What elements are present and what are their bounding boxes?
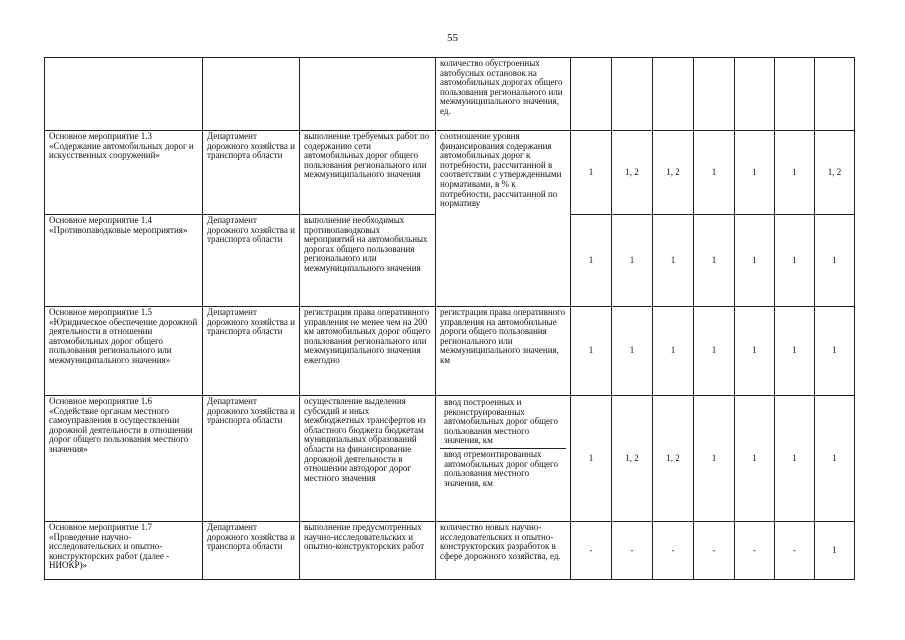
value-cell: - <box>571 522 612 580</box>
value-cell: 1 <box>815 307 855 396</box>
value-cell: 1 <box>815 396 855 522</box>
value-cell: 1 <box>775 307 815 396</box>
value-cell: 1 <box>735 307 775 396</box>
value-cell: 1 <box>571 307 612 396</box>
indicator-repaired-roads: ввод отремонтированных автомобильных дорог общего пользования местного значения, км <box>444 448 558 488</box>
event-cell: Основное мероприятие 1.6 «Содействие органам местного самоуправления в осуществлении дорожной деятельности в отношении дорог общего пользования местного значения» <box>45 396 203 522</box>
value-cell: - <box>612 522 653 580</box>
value-cell: 1 <box>815 215 855 307</box>
event-cell: Основное мероприятие 1.5 «Юридическое обеспечение дорожной деятельности в отношении автомобильных дорог общего пользования регионального или межмуниципального значения» <box>45 307 203 396</box>
value-cell: - <box>694 522 735 580</box>
indicator-built-roads: ввод построенных и реконструированных автомобильных дорог общего пользования местного значения, км <box>440 397 566 449</box>
activity-cell: осуществление выделения субсидий и иных межбюджетных трансфертов из областного бюджета бюджетам муниципальных образований области на финансирование дорожной деятельности в отношении автодорог дорог местного значения <box>300 396 436 522</box>
value-cell: 1 <box>612 215 653 307</box>
indicator-cell: соотношение уровня финансирования содержания автомобильных дорог к потребности, рассчитанной в соответствии с утвержденными нормативами, в % к потребности, рассчитанной по нормативу <box>436 131 571 307</box>
value-cell: - <box>653 522 694 580</box>
indicator-cell: количество новых научно-исследовательских и опытно-конструкторских разработок в сфере дорожного хозяйства, ед. <box>436 522 571 580</box>
value-cell: 1 <box>694 131 735 215</box>
value-cell <box>815 58 855 131</box>
value-cell: 1 <box>571 396 612 522</box>
value-cell <box>775 58 815 131</box>
table-row <box>45 58 855 131</box>
value-cell <box>653 58 694 131</box>
table-row <box>45 307 855 396</box>
value-cell: 1 <box>735 396 775 522</box>
value-cell: 1 <box>694 396 735 522</box>
event-cell: Основное мероприятие 1.7 «Проведение научно-исследовательских и опытно-конструкторских работ (далее - НИОКР)» <box>45 522 203 580</box>
activity-cell: выполнение требуемых работ по содержанию сети автомобильных дорог общего пользования регионального или межмуниципального значения <box>300 131 436 215</box>
indicator-cell: количество обустроенных автобусных остановок на автомобильных дорогах общего пользования регионального или межмуниципального значения, ед. <box>436 58 571 131</box>
page-number: 55 <box>447 32 458 44</box>
value-cell: 1 <box>571 131 612 215</box>
event-cell: Основное мероприятие 1.4 «Противопаводковые мероприятия» <box>45 215 203 307</box>
value-cell <box>612 58 653 131</box>
value-cell <box>694 58 735 131</box>
executor-cell: Департамент дорожного хозяйства и транспорта области <box>203 131 300 215</box>
table-row <box>45 396 855 522</box>
value-cell: - <box>775 522 815 580</box>
value-cell <box>735 58 775 131</box>
value-cell: 1 <box>694 215 735 307</box>
activity-cell: выполнение необходимых противопаводковых мероприятий на автомобильных дорогах общего пользования регионального или межмуниципального значения <box>300 215 436 307</box>
executor-cell: Департамент дорожного хозяйства и транспорта области <box>203 307 300 396</box>
value-cell: 1 <box>815 522 855 580</box>
executor-cell: Департамент дорожного хозяйства и транспорта области <box>203 396 300 522</box>
table-row <box>45 131 855 215</box>
executor-cell: Департамент дорожного хозяйства и транспорта области <box>203 522 300 580</box>
value-cell: 1 <box>653 307 694 396</box>
activity-cell <box>300 58 436 131</box>
event-cell <box>45 58 203 131</box>
value-cell: 1 <box>775 131 815 215</box>
activity-cell: выполнение предусмотренных научно-исследовательских и опытно-конструкторских работ <box>300 522 436 580</box>
value-cell: 1, 2 <box>612 131 653 215</box>
value-cell: 1, 2 <box>653 131 694 215</box>
value-cell: 1 <box>571 215 612 307</box>
executor-cell: Департамент дорожного хозяйства и транспорта области <box>203 215 300 307</box>
value-cell <box>571 58 612 131</box>
value-cell: 1 <box>735 215 775 307</box>
value-cell: 1 <box>612 307 653 396</box>
value-cell: 1 <box>735 131 775 215</box>
indicator-cell: регистрация права оперативного управления на автомобильные дороги общего пользования регионального или межмуниципального значения, км <box>436 307 571 396</box>
value-cell: 1, 2 <box>653 396 694 522</box>
executor-cell <box>203 58 300 131</box>
value-cell: 1 <box>653 215 694 307</box>
value-cell: 1 <box>694 307 735 396</box>
activity-cell: регистрация права оперативного управления не менее чем на 200 км автомобильных дорог общего пользования регионального или межмуниципального значения ежегодно <box>300 307 436 396</box>
value-cell: 1, 2 <box>815 131 855 215</box>
value-cell: 1 <box>775 215 815 307</box>
value-cell: - <box>735 522 775 580</box>
indicator-cell <box>436 396 571 522</box>
program-events-table <box>44 57 855 580</box>
event-cell: Основное мероприятие 1.3 «Содержание автомобильных дорог и искусственных сооружений» <box>45 131 203 215</box>
value-cell: 1, 2 <box>612 396 653 522</box>
value-cell: 1 <box>775 396 815 522</box>
table-row <box>45 522 855 580</box>
